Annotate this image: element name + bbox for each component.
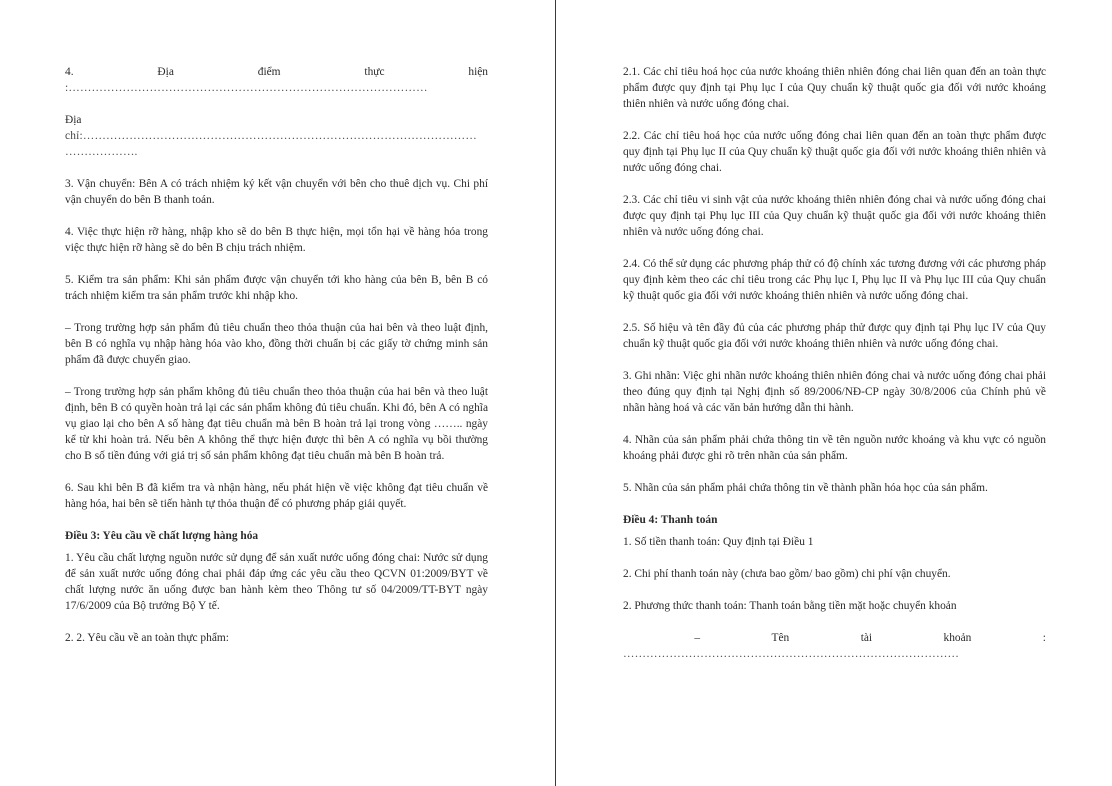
clause-label-composition: 5. Nhãn của sản phẩm phải chứa thông tin về thành phần hóa học của sản phẩm.: [623, 482, 988, 494]
clause-2-2: 2.2. Các chỉ tiêu hoá học của nước uống đóng chai liên quan đến an toàn thực phẩm được quy định tại Phụ lục II của Quy chuẩn kỹ thuật quốc gia đối với nước khoáng thiên nhiên và nước uống đóng chai.: [623, 130, 1046, 174]
clause-water-quality: 1. Yêu cầu chất lượng nguồn nước sử dụng để sản xuất nước uống đóng chai: Nước sử dụng để sản xuất nước uống đóng chai phải đáp ứng các yêu cầu theo QCVN 01:2009/BYT về chất lượng nước ăn uống được ban hành kèm theo Thông tư số 04/2009/TT-BYT ngày 17/6/2009 của Bộ trưởng Bộ Y tế.: [65, 552, 488, 612]
word: Tên: [771, 632, 790, 644]
clause-payment-amount: 1. Số tiền thanh toán: Quy định tại Điều 1: [623, 536, 814, 548]
word: điểm: [257, 66, 281, 78]
clause-accepted-goods: – Trong trường hợp sản phẩm đủ tiêu chuẩn theo thỏa thuận của hai bên và theo luật định, bên B có nghĩa vụ nhập hàng hóa vào kho, đồng thời chuẩn bị các giấy tờ chứng minh sản phẩm đã được chuyển giao.: [65, 322, 488, 366]
clause-2-1: 2.1. Các chỉ tiêu hoá học của nước khoáng thiên nhiên đóng chai liên quan đến an toàn thực phẩm được quy định tại Phụ lục I của Quy chuẩn kỹ thuật quốc gia đối với nước khoáng thiên nhiên và nước uống đóng chai.: [623, 66, 1046, 110]
account-name-line: [623, 630, 1046, 646]
delivery-location-blank: :…………………………………………………………………………………: [65, 82, 428, 94]
word: thực: [364, 66, 385, 78]
word: –: [694, 632, 701, 644]
word: 4.: [65, 66, 74, 78]
word: hiện: [468, 66, 488, 78]
clause-labeling: 3. Ghi nhãn: Việc ghi nhãn nước khoáng thiên nhiên đóng chai và nước uống đóng chai phải theo đúng quy định tại Nghị định số 89/2006/NĐ-CP ngày 30/8/2006 của Chính phủ về nhãn hàng hoá và các văn bản hướng dẫn thi hành.: [623, 370, 1046, 414]
clause-label-source: 4. Nhãn của sản phẩm phải chứa thông tin về tên nguồn nước khoáng và khu vực có nguồn khoáng phải được ghi rõ trên nhãn của sản phẩm.: [623, 434, 1046, 462]
right-page: [623, 64, 1046, 662]
clause-rejected-goods: – Trong trường hợp sản phẩm không đủ tiêu chuẩn theo thỏa thuận của hai bên và theo luật định, bên B có quyền hoàn trả lại các sản phẩm không đủ tiêu chuẩn. Khi đó, bên A có nghĩa vụ giao lại cho bên A số hàng đạt tiêu chuẩn mà bên B hoàn trả lại trong vòng …….. ngày kể từ khi hoàn trả. Nếu bên A không thể thực hiện được thì bên A có nghĩa vụ bồi thường cho B số tiền đúng với giá trị số sản phẩm không đạt tiêu chuẩn mà bên B hoàn trả.: [65, 386, 488, 462]
word: tài: [860, 632, 873, 644]
delivery-location-line: [65, 64, 488, 80]
word: khoản: [943, 632, 972, 644]
article-3-heading: Điều 3: Yêu cầu về chất lượng hàng hóa: [65, 530, 259, 542]
article-4-heading: Điều 4: Thanh toán: [623, 514, 718, 526]
clause-2-4: 2.4. Có thể sử dụng các phương pháp thử có độ chính xác tương đương với các phương pháp quy định kèm theo các chỉ tiêu trong các Phụ lục I, Phụ lục II và Phụ lục III của Quy chuẩn kỹ thuật quốc gia đối với nước khoáng thiên nhiên và nước uống đóng chai.: [623, 258, 1046, 302]
clause-unloading: 4. Việc thực hiện rỡ hàng, nhập kho sẽ do bên B thực hiện, mọi tổn hại về hàng hóa trong việc thực hiện rỡ hàng sẽ do bên B chịu trách nhiệm.: [65, 226, 488, 254]
account-name-blank: ……………………………………………………………………………: [623, 648, 960, 660]
clause-transport: 3. Vận chuyển: Bên A có trách nhiệm ký kết vận chuyển với bên cho thuê dịch vụ. Chi phí vận chuyển do bên B thanh toán.: [65, 178, 488, 206]
address-label: Địa: [65, 114, 82, 126]
page-divider: [555, 0, 556, 786]
word: :: [1042, 632, 1046, 644]
clause-payment-cost: 2. Chi phí thanh toán này (chưa bao gồm/ bao gồm) chi phí vận chuyển.: [623, 568, 951, 580]
clause-payment-method: 2. Phương thức thanh toán: Thanh toán bằng tiền mặt hoặc chuyển khoản: [623, 600, 957, 612]
clause-post-inspection: 6. Sau khi bên B đã kiểm tra và nhận hàng, nếu phát hiện về việc không đạt tiêu chuẩn về hàng hóa, hai bên sẽ tiến hành tự thỏa thuận để có phương pháp giải quyết.: [65, 482, 488, 510]
clause-2-3: 2.3. Các chỉ tiêu vi sinh vật của nước khoáng thiên nhiên đóng chai và nước uống đóng chai được quy định tại Phụ lục III của Quy chuẩn kỹ thuật quốc gia đối với nước khoáng thiên nhiên và nước uống đóng chai.: [623, 194, 1046, 238]
left-page: [65, 64, 488, 646]
address-blank-continued: ……………….: [65, 146, 138, 158]
address-blank: chỉ:…………………………………………………………………………………………: [65, 130, 477, 142]
clause-inspection: 5. Kiểm tra sản phẩm: Khi sản phẩm được vận chuyển tới kho hàng của bên B, bên B có trách nhiệm kiểm tra sản phẩm trước khi nhập kho.: [65, 274, 488, 302]
clause-food-safety: 2. 2. Yêu cầu về an toàn thực phẩm:: [65, 632, 229, 644]
word: Địa: [157, 66, 174, 78]
clause-2-5: 2.5. Số hiệu và tên đầy đủ của các phương pháp thử được quy định tại Phụ lục IV của Quy chuẩn kỹ thuật quốc gia đối với nước khoáng thiên nhiên và nước uống đóng chai.: [623, 322, 1046, 350]
